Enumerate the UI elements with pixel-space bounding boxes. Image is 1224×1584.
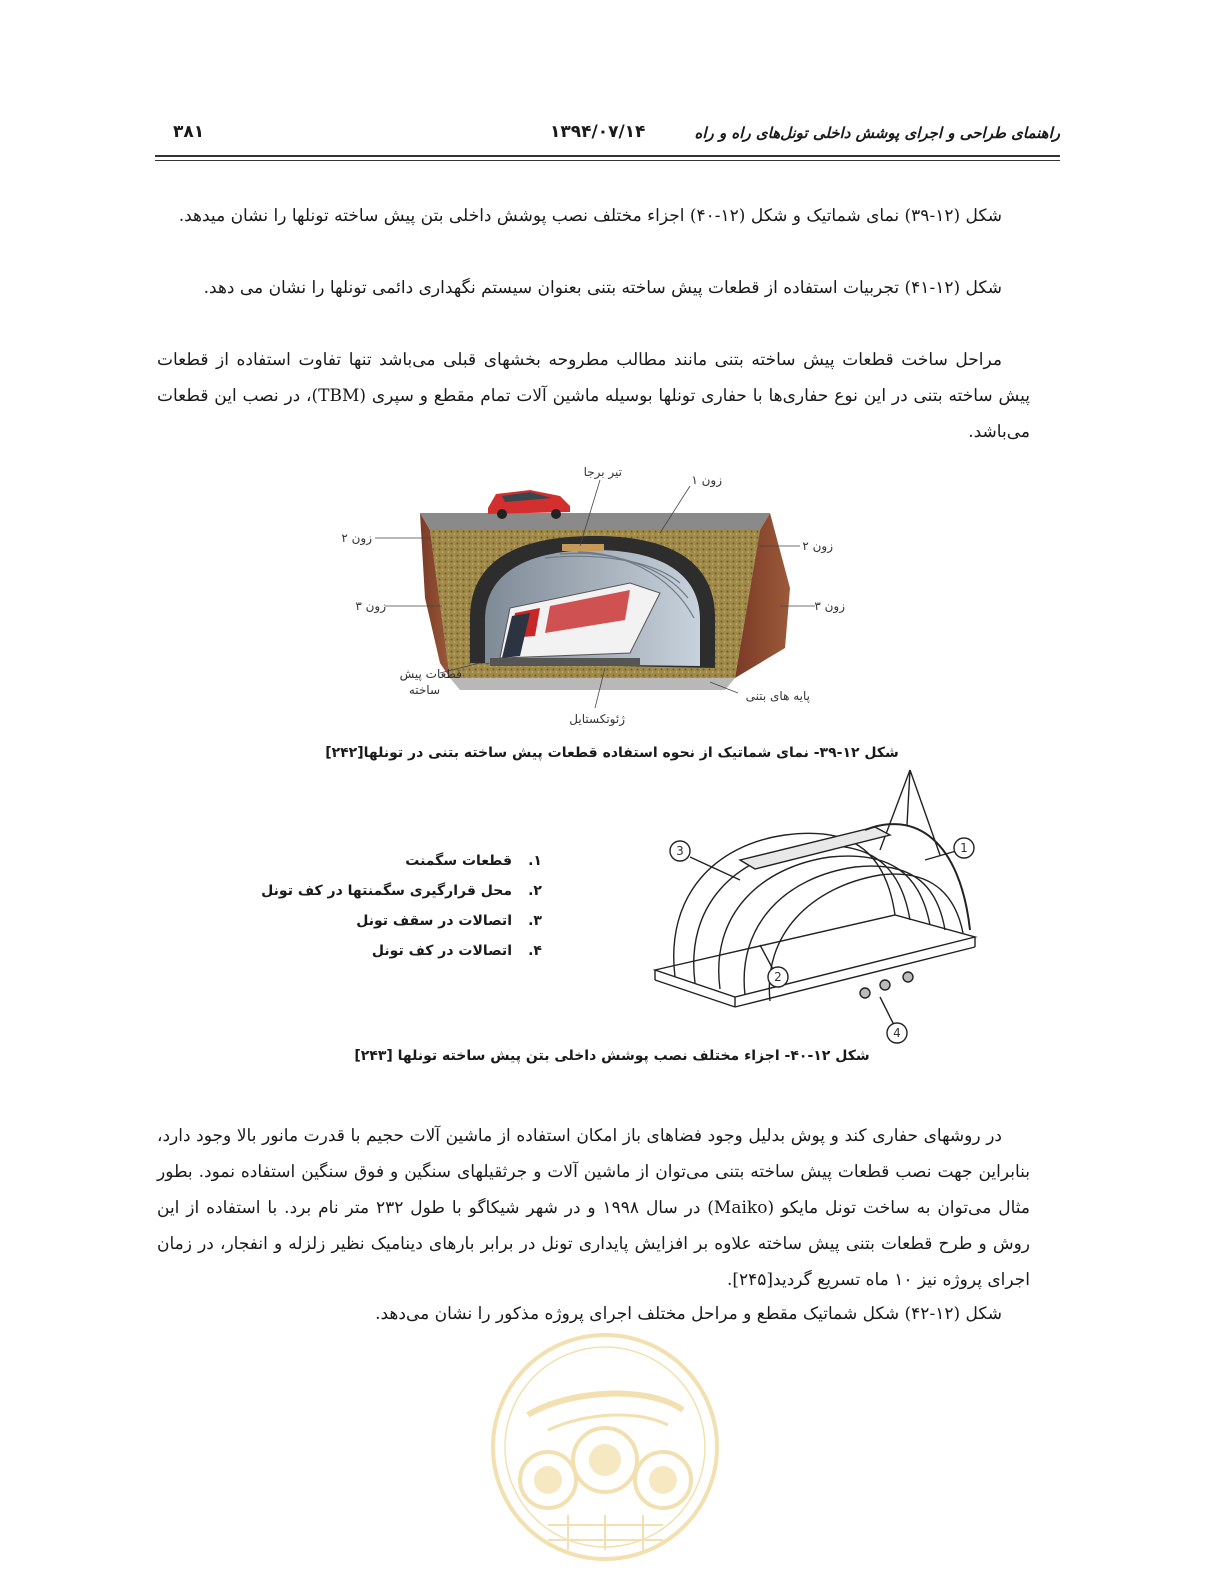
callout-2-label: 2 [774, 970, 782, 984]
label-concrete-base: پایه های بتنی [745, 689, 810, 703]
callout-4-label: 4 [893, 1026, 901, 1040]
legend-item [260, 848, 550, 878]
paragraph-2 [157, 270, 1030, 306]
header-title: راهنمای طراحی و اجرای پوشش داخلی تونل‌های راه و راه [694, 124, 1060, 142]
callout-2 [768, 967, 788, 987]
label-zone-3-left: زون ۳ [355, 599, 386, 613]
page-header [155, 118, 1060, 150]
paragraph-3-text: مراحل ساخت قطعات پیش ساخته بتنی مانند مطالب مطروحه بخشهای قبلی می‌باشد تنها تفاوت استفاده از قطعات پیش ساخته بتنی در این نوع حفاری‌ها با حفاری تونلها بوسیله ماشین آلات تمام مقطع و سپری (TBM)، در نصب این قطعات می‌باشد. [157, 350, 1030, 442]
legend-item [260, 878, 550, 908]
page-number: ۳۸۱ [173, 122, 205, 142]
paragraph-1-text: شکل (۱۲-۳۹) نمای شماتیک و شکل (۱۲-۴۰) اجزاء مختلف نصب پوشش داخلی بتن پیش ساخته تونلها را نشان میدهد. [178, 206, 1002, 226]
callout-3 [670, 841, 690, 861]
header-date: ۱۳۹۴/۰۷/۱۴ [550, 122, 646, 142]
legend-item [260, 908, 550, 938]
legend-text: اتصالات در کف تونل [371, 943, 512, 959]
label-zone-3-right: زون ۳ [814, 599, 845, 613]
road-surface [420, 513, 770, 530]
header-rule-thin [155, 160, 1060, 161]
legend-text: قطعات سگمنت [405, 853, 512, 869]
watermark-seal [488, 1330, 723, 1575]
paragraph-3 [157, 342, 1030, 450]
legend-item [260, 938, 550, 968]
label-precast-1: قطعات پیش [399, 667, 462, 681]
legend-text: محل قرارگیری سگمنتها در کف تونل [261, 883, 512, 899]
figure-1-caption: شکل ۱۲-۳۹- نمای شماتیک از نحوه استفاده قطعات پیش ساخته بتنی در تونلها[۲۴۲] [325, 745, 899, 761]
paragraph-4 [157, 1118, 1030, 1298]
paragraph-5 [157, 1296, 1030, 1332]
figure-2-legend [260, 848, 550, 968]
header-rule-thick [155, 155, 1060, 157]
legend-number: ۲. [528, 883, 542, 899]
callout-1 [954, 838, 974, 858]
paragraph-4-text: در روشهای حفاری کند و پوش بدلیل وجود فضاهای باز امکان استفاده از ماشین آلات حجیم با قدرت مانور بالا وجود دارد، بنابراین جهت نصب قطعات پیش ساخته بتنی می‌توان از ماشین آلات و جرثقیلهای سنگین و فوق سنگین استفاده نمود. بطور مثال می‌توان به ساخت تونل مایکو (Maiko) در سال ۱۹۹۸ و در شهر شیکاگو با طول ۲۳۲ متر نام برد. با استفاده از این روش و طرح قطعات بتنی پیش ساخته علاوه بر افزایش پایداری تونل در برابر بارهای دینامیک نظیر زلزله و انفجار، در زمان اجرای پروژه نیز ۱۰ ماه تسریع گردید[۲۴۵]. [157, 1126, 1030, 1290]
legend-text: اتصالات در سقف تونل [356, 913, 512, 929]
concrete-base [450, 678, 735, 690]
label-zone-2-right: زون ۲ [802, 539, 833, 553]
label-zone-2-left: زون ۲ [341, 531, 372, 545]
label-tir-borja: تیر برجا [583, 465, 622, 479]
legend-number: ۳. [528, 913, 542, 929]
paragraph-1 [157, 198, 1030, 234]
label-zone-1: زون ۱ [691, 473, 722, 487]
legend-number: ۱. [528, 853, 542, 869]
tir-borja-beam [562, 544, 604, 551]
label-geotextile: ژئوتکستایل [569, 712, 625, 726]
tunnel-schematic-figure [330, 458, 870, 733]
callout-3-label: 3 [676, 844, 684, 858]
figure-2-caption: شکل ۱۲-۴۰- اجزاء مختلف نصب پوشش داخلی بتن پیش ساخته تونلها [۲۴۳] [354, 1048, 870, 1064]
callout-4 [887, 1023, 907, 1043]
segment-installation-figure [645, 765, 985, 1045]
legend-number: ۴. [528, 943, 542, 959]
callout-1-label: 1 [960, 841, 968, 855]
paragraph-2-text: شکل (۱۲-۴۱) تجربیات استفاده از قطعات پیش ساخته بتنی بعنوان سیستم نگهداری دائمی تونلها را نشان می دهد. [203, 278, 1002, 298]
paragraph-5-text: شکل (۱۲-۴۲) شکل شماتیک مقطع و مراحل مختلف اجرای پروژه مذکور را نشان می‌دهد. [375, 1304, 1002, 1324]
label-precast-2: ساخته [408, 683, 440, 697]
